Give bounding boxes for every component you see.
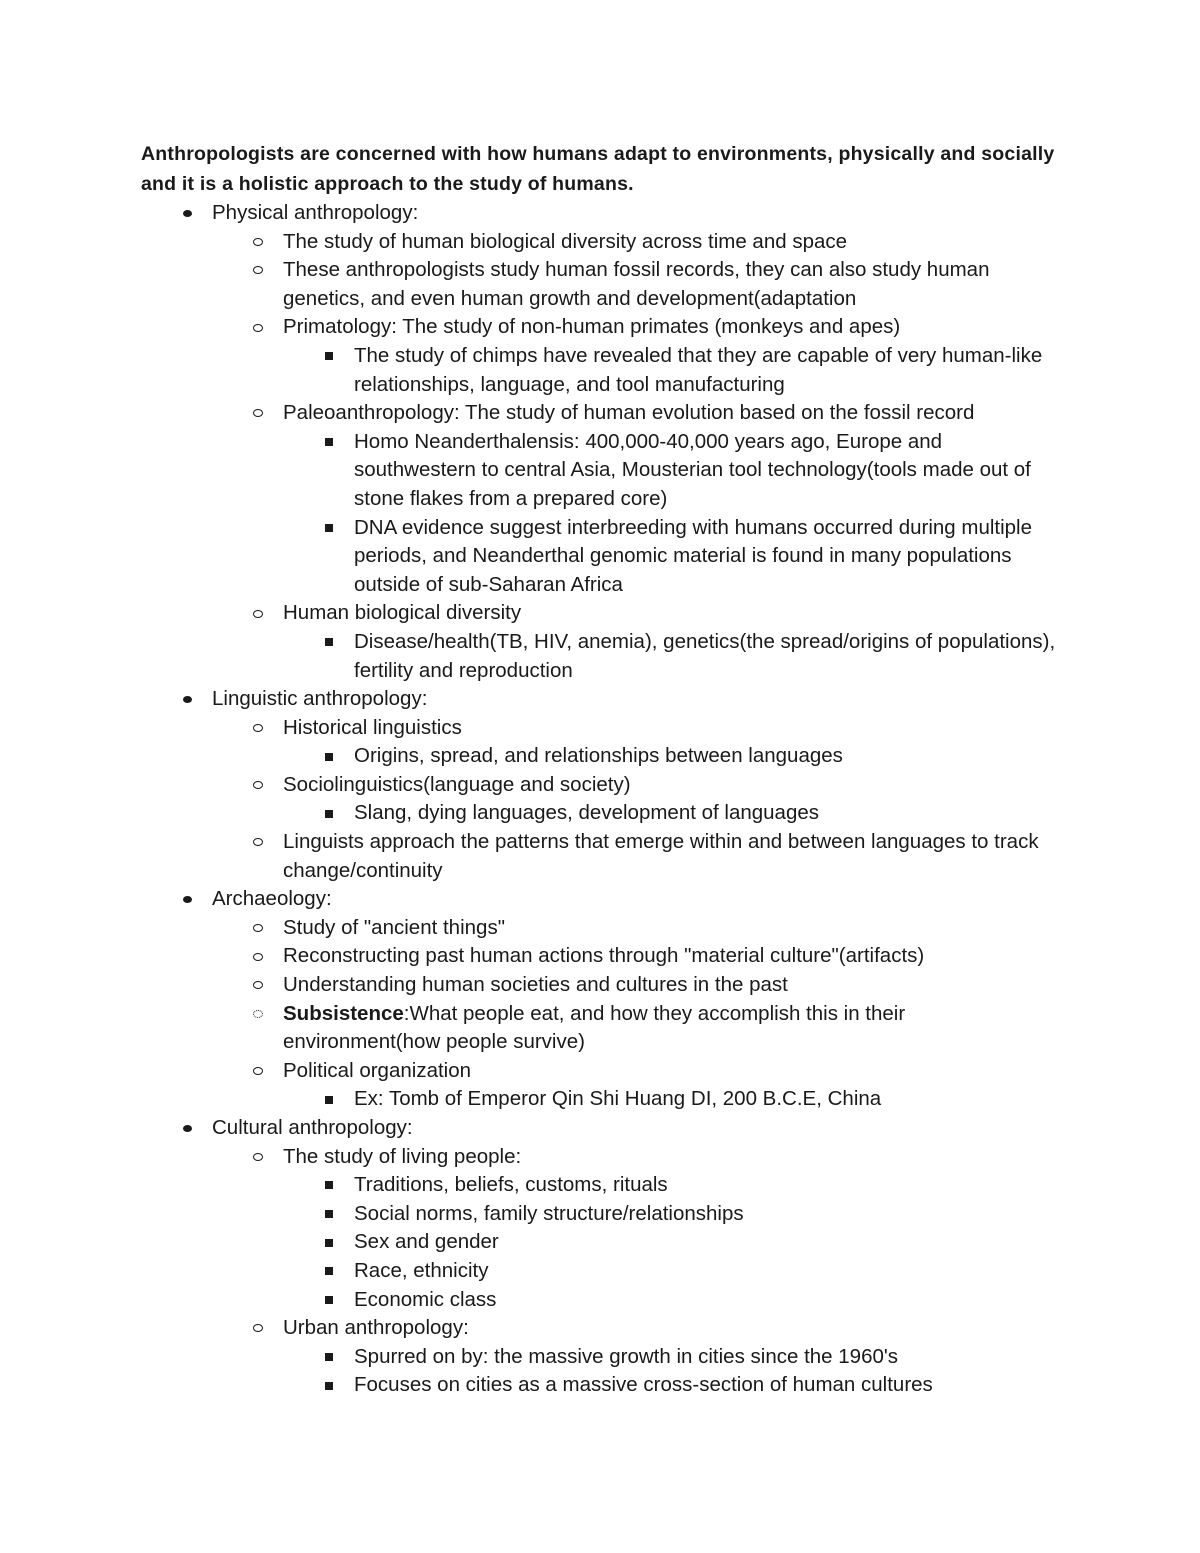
term-bold: Subsistence bbox=[283, 1001, 404, 1025]
list-item-text: Historical linguistics bbox=[283, 715, 462, 739]
list-item-text: Study of "ancient things" bbox=[283, 915, 505, 939]
list-item-text: Linguists approach the patterns that emerge within and between languages to track change/continuity bbox=[283, 830, 1039, 882]
bullet-dot-icon bbox=[177, 1114, 197, 1143]
list-item bbox=[212, 1057, 1061, 1114]
bullet-circle-icon bbox=[248, 1000, 268, 1029]
detail-item-text: Traditions, beliefs, customs, rituals bbox=[354, 1173, 668, 1197]
detail-item-text: Slang, dying languages, development of languages bbox=[354, 801, 820, 825]
detail-item-text: Economic class bbox=[354, 1287, 497, 1311]
bullet-square-icon bbox=[319, 342, 339, 371]
detail-item-text: Ex: Tomb of Emperor Qin Shi Huang DI, 200 B.C.E, China bbox=[354, 1087, 882, 1111]
bullet-square-icon bbox=[319, 428, 339, 457]
list-item bbox=[212, 256, 1061, 313]
list-item bbox=[212, 914, 1061, 943]
detail-item-text: Sex and gender bbox=[354, 1230, 499, 1254]
bullet-circle-icon bbox=[248, 399, 268, 428]
list-item-text: Paleoanthropology: The study of human evolution based on the fossil record bbox=[283, 401, 975, 425]
bullet-circle-icon bbox=[248, 228, 268, 257]
detail-item bbox=[283, 742, 1061, 771]
bullet-square-icon bbox=[319, 1286, 339, 1315]
subsection-list bbox=[212, 1143, 1061, 1400]
list-item-text: These anthropologists study human fossil records, they can also study human genetics, and even human growth and development(adaptation bbox=[283, 258, 990, 310]
bullet-square-icon bbox=[319, 628, 339, 657]
subsection-list bbox=[212, 714, 1061, 886]
detail-item bbox=[283, 342, 1061, 399]
bullet-circle-icon bbox=[248, 313, 268, 342]
detail-item bbox=[283, 428, 1061, 514]
list-item bbox=[212, 942, 1061, 971]
detail-item bbox=[283, 799, 1061, 828]
list-item bbox=[212, 599, 1061, 685]
bullet-square-icon bbox=[319, 1200, 339, 1229]
bullet-square-icon bbox=[319, 1228, 339, 1257]
section-item bbox=[141, 685, 1061, 885]
bullet-circle-icon bbox=[248, 771, 268, 800]
detail-list bbox=[283, 628, 1061, 685]
detail-item bbox=[283, 1171, 1061, 1200]
bullet-circle-icon bbox=[248, 942, 268, 971]
bullet-circle-icon bbox=[248, 1057, 268, 1086]
detail-list bbox=[283, 342, 1061, 399]
bullet-dot-icon bbox=[177, 885, 197, 914]
list-item bbox=[212, 714, 1061, 771]
detail-item bbox=[283, 1371, 1061, 1400]
list-item bbox=[212, 228, 1061, 257]
detail-item bbox=[283, 1286, 1061, 1315]
list-item-text: Reconstructing past human actions through "material culture"(artifacts) bbox=[283, 944, 925, 968]
detail-list bbox=[283, 1085, 1061, 1114]
bullet-circle-icon bbox=[248, 914, 268, 943]
list-item bbox=[212, 1000, 1061, 1057]
bullet-circle-icon bbox=[248, 714, 268, 743]
bullet-circle-icon bbox=[248, 828, 268, 857]
detail-item-text: DNA evidence suggest interbreeding with humans occurred during multiple periods, and Neanderthal genomic material is found in many populations outside of sub-Saharan Africa bbox=[354, 515, 1033, 596]
section-label: Archaeology: bbox=[212, 887, 332, 911]
bullet-square-icon bbox=[319, 1343, 339, 1372]
detail-item bbox=[283, 628, 1061, 685]
bullet-square-icon bbox=[319, 1257, 339, 1286]
detail-list bbox=[283, 1343, 1061, 1400]
bullet-square-icon bbox=[319, 514, 339, 543]
bullet-square-icon bbox=[319, 1371, 339, 1400]
list-item-text: Sociolinguistics(language and society) bbox=[283, 772, 631, 796]
list-item bbox=[212, 828, 1061, 885]
document-content bbox=[141, 140, 1061, 1400]
list-item bbox=[212, 1314, 1061, 1400]
bullet-dot-icon bbox=[177, 685, 197, 714]
detail-item-text: Origins, spread, and relationships between languages bbox=[354, 744, 843, 768]
list-item-text: :What people eat, and how they accomplish this in their environment(how people survive) bbox=[283, 1001, 906, 1054]
detail-item bbox=[283, 514, 1061, 600]
detail-item bbox=[283, 1257, 1061, 1286]
bullet-square-icon bbox=[319, 1171, 339, 1200]
detail-list bbox=[283, 799, 1061, 828]
bullet-dot-icon bbox=[177, 199, 197, 228]
list-item bbox=[212, 313, 1061, 399]
section-item bbox=[141, 199, 1061, 685]
detail-item-text: Social norms, family structure/relationships bbox=[354, 1201, 744, 1225]
detail-list bbox=[283, 1171, 1061, 1314]
intro-paragraph: Anthropologists are concerned with how humans adapt to environments, physically and socially and it is a holistic approach to the study of humans. bbox=[141, 143, 1055, 195]
bullet-circle-icon bbox=[248, 1314, 268, 1343]
list-item bbox=[212, 1143, 1061, 1315]
detail-item-text: Homo Neanderthalensis: 400,000-40,000 years ago, Europe and southwestern to central Asia, Mousterian tool technology(tools made out of stone flakes from a prepared core) bbox=[354, 429, 1031, 510]
bullet-circle-icon bbox=[248, 971, 268, 1000]
section-label: Physical anthropology: bbox=[212, 201, 419, 224]
bullet-circle-icon bbox=[248, 599, 268, 628]
subsection-list bbox=[212, 914, 1061, 1114]
detail-item-text: Spurred on by: the massive growth in cities since the 1960's bbox=[354, 1344, 899, 1368]
detail-item bbox=[283, 1085, 1061, 1114]
outline-list bbox=[141, 199, 1061, 1400]
bullet-circle-icon bbox=[248, 256, 268, 285]
bullet-circle-icon bbox=[248, 1143, 268, 1172]
section-item bbox=[141, 885, 1061, 1114]
section-label: Linguistic anthropology: bbox=[212, 687, 428, 711]
detail-item bbox=[283, 1343, 1061, 1372]
detail-item-text: Focuses on cities as a massive cross-section of human cultures bbox=[354, 1373, 933, 1397]
list-item-text: Human biological diversity bbox=[283, 601, 522, 625]
list-item-text: Primatology: The study of non-human primates (monkeys and apes) bbox=[283, 315, 901, 339]
bullet-square-icon bbox=[319, 742, 339, 771]
subsection-list bbox=[212, 228, 1061, 686]
detail-item-text: The study of chimps have revealed that they are capable of very human-like relationships, language, and tool manufacturing bbox=[354, 343, 1043, 396]
list-item bbox=[212, 399, 1061, 599]
detail-item bbox=[283, 1200, 1061, 1229]
list-item-text: Urban anthropology: bbox=[283, 1316, 469, 1340]
section-item bbox=[141, 1114, 1061, 1400]
detail-item-text: Disease/health(TB, HIV, anemia), genetics(the spread/origins of populations), fertility and reproduction bbox=[354, 629, 1056, 682]
detail-list bbox=[283, 742, 1061, 771]
list-item bbox=[212, 971, 1061, 1000]
detail-list bbox=[283, 428, 1061, 600]
bullet-square-icon bbox=[319, 1085, 339, 1114]
list-item-text: The study of human biological diversity across time and space bbox=[283, 229, 848, 253]
detail-item-text: Race, ethnicity bbox=[354, 1258, 489, 1282]
list-item-text: Understanding human societies and cultures in the past bbox=[283, 973, 788, 997]
bullet-square-icon bbox=[319, 799, 339, 828]
section-label: Cultural anthropology: bbox=[212, 1116, 413, 1139]
list-item bbox=[212, 771, 1061, 828]
detail-item bbox=[283, 1228, 1061, 1257]
list-item-text: Political organization bbox=[283, 1058, 472, 1082]
list-item-text: The study of living people: bbox=[283, 1144, 522, 1168]
